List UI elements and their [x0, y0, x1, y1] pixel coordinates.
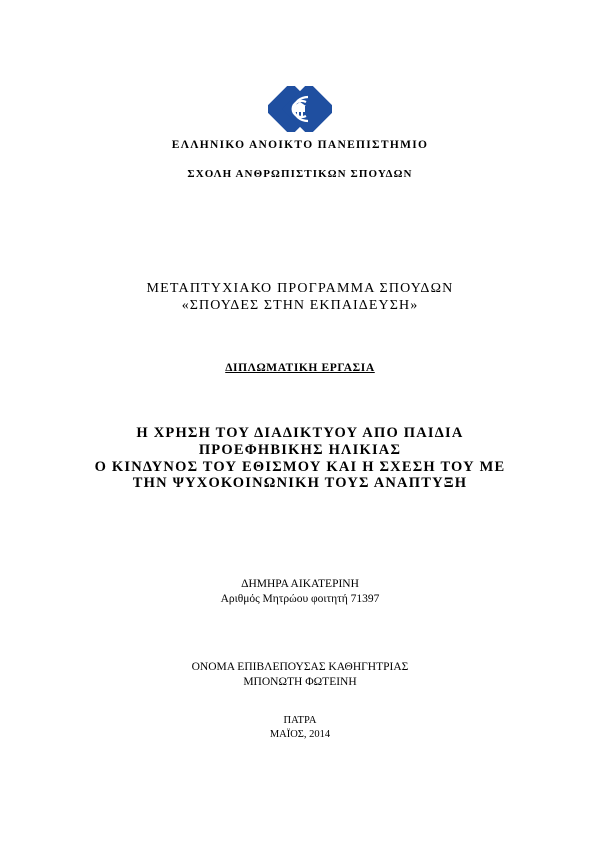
program-name: «ΣΠΟΥΔΕΣ ΣΤΗΝ ΕΚΠΑΙΔΕΥΣΗ»: [181, 298, 419, 313]
university-name: ΕΛΛΗΝΙΚΟ ΑΝΟΙΚΤΟ ΠΑΝΕΠΙΣΤΗΜΙΟ: [171, 139, 429, 151]
program-title: ΜΕΤΑΠΤΥΧΙΑΚΟ ΠΡΟΓΡΑΜΜΑ ΣΠΟΥΔΩΝ: [146, 281, 454, 296]
thesis-title-line: ΠΡΟΕΦΗΒΙΚΗΣ ΗΛΙΚΙΑΣ: [198, 442, 402, 458]
supervisor-name: ΜΠΟΝΩΤΗ ΦΩΤΕΙΝΗ: [243, 676, 357, 688]
school-name: ΣΧΟΛΗ ΑΝΘΡΩΠΙΣΤΙΚΩΝ ΣΠΟΥΔΩΝ: [187, 168, 413, 180]
thesis-label: ΔΙΠΛΩΜΑΤΙΚΗ ΕΡΓΑΣΙΑ: [225, 362, 375, 374]
thesis-title-line: Ο ΚΙΝΔΥΝΟΣ ΤΟΥ ΕΘΙΣΜΟΥ ΚΑΙ Η ΣΧΕΣΗ ΤΟΥ ΜΕ: [94, 459, 506, 475]
date: ΜΑΪΟΣ, 2014: [269, 729, 331, 740]
place: ΠΑΤΡΑ: [283, 715, 317, 726]
supervisor-label: ΟΝΟΜΑ ΕΠΙΒΛΕΠΟΥΣΑΣ ΚΑΘΗΓΗΤΡΙΑΣ: [191, 661, 409, 673]
thesis-title-line: ΤΗΝ ΨΥΧΟΚΟΙΝΩΝΙΚΗ ΤΟΥΣ ΑΝΑΠΤΥΞΗ: [132, 475, 468, 491]
registration-number: Αριθμός Μητρώου φοιτητή 71397: [220, 593, 380, 605]
author-name: ΔΗΜΗΡΑ ΑΙΚΑΤΕΡΙΝΗ: [241, 578, 359, 590]
thesis-title-line: Η ΧΡΗΣΗ ΤΟΥ ΔΙΑΔΙΚΤΥΟΥ ΑΠΟ ΠΑΙΔΙΑ: [136, 425, 464, 441]
university-logo-icon: [268, 86, 332, 132]
